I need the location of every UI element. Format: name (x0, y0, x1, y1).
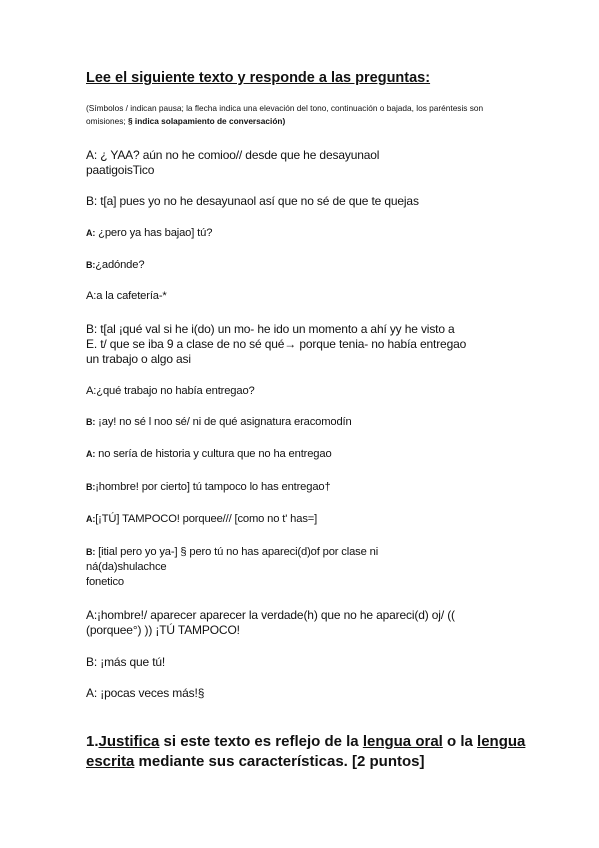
question-text: mediante sus características. [2 puntos] (134, 753, 425, 770)
dialogue-line-6c: un trabajo o algo asi (86, 352, 191, 366)
dialogue-line-15: A: ¡pocas veces más!§ (86, 686, 205, 700)
note-text: (Símbolos / indican pausa; la flecha indica una elevación del tono, continuación o bajada, los paréntesis son omisiones; (86, 103, 484, 126)
dialogue-line-7: A:¿qué trabajo no había entregao? (86, 385, 255, 397)
dialogue-line-4 (86, 258, 144, 273)
dialogue-line-12a (86, 545, 378, 560)
dialogue-line-8 (86, 415, 352, 430)
question-keyword-lengua-escrita: lengua escrita (86, 733, 526, 770)
dialogue-line-12b: ná(da)shulachce (86, 561, 167, 573)
speaker-label: A: (86, 449, 96, 459)
dialogue-line-13a: A:¡hombre!/ aparecer aparecer la verdade(h) que no he apareci(d) oj/ (( (86, 608, 455, 622)
dialogue-line-3 (86, 226, 212, 241)
dialogue-line-11 (86, 512, 317, 527)
line-text: ¡ay! no sé l noo sé/ ni de qué asignatura eracomodín (98, 416, 352, 428)
transcription-note (86, 102, 516, 127)
line-text: [itial pero yo ya-] § pero tú no has apareci(d)of por clase ni (98, 546, 379, 558)
speaker-label: A: (86, 514, 96, 524)
dialogue-line-13b: (porquee°) )) ¡TÚ TAMPOCO! (86, 623, 240, 637)
line-text: ¡hombre! por cierto] tú tampoco lo has entregao† (95, 481, 331, 493)
line-text: [¡TÚ] TAMPOCO! porquee/// [como no t' has=] (95, 513, 318, 525)
question-number: 1. (86, 733, 99, 750)
dialogue-line-10 (86, 480, 331, 495)
dialogue-line-6b: E. t/ que se iba 9 a clase de no sé qué→ porque tenia- no había entregao (86, 337, 467, 351)
dialogue-line-5: A:a la cafetería-* (86, 290, 167, 302)
note-bold-text: § indica solapamiento de conversación) (127, 115, 286, 126)
line-text: no sería de historia y cultura que no ha entregao (98, 448, 332, 460)
speaker-label: A: (86, 228, 96, 238)
question-keyword-justifica: Justifica (98, 733, 160, 750)
dialogue-line-9 (86, 447, 332, 462)
dialogue-line-12c: fonetico (86, 576, 124, 588)
question-text: o la (442, 733, 478, 750)
speaker-label: B: (86, 482, 96, 492)
speaker-label: B: (86, 547, 96, 557)
speaker-label: B: (86, 417, 96, 427)
line-text: ¿adónde? (95, 259, 145, 271)
line-text: ¿pero ya has bajao] tú? (98, 227, 213, 239)
speaker-label: B: (86, 260, 96, 270)
question-keyword-lengua-oral: lengua oral (362, 733, 443, 750)
dialogue-line-1: A: ¿ YAA? aún no he comioo// desde que he desayunaol (86, 148, 380, 162)
dialogue-line-14: B: ¡más que tú! (86, 655, 166, 669)
dialogue-line-6a: B: t[al ¡qué val si he i(do) un mo- he ido un momento a ahí yy he visto a (86, 322, 455, 336)
dialogue-line-1b: paatigoisTico (86, 163, 155, 177)
question-text: si este texto es reflejo de la (159, 733, 363, 750)
dialogue-line-2: B: t[a] pues yo no he desayunaol así que no sé de que te quejas (86, 194, 419, 208)
page-title: Lee el siguiente texto y responde a las preguntas: (86, 70, 431, 86)
question-1 (86, 732, 526, 772)
